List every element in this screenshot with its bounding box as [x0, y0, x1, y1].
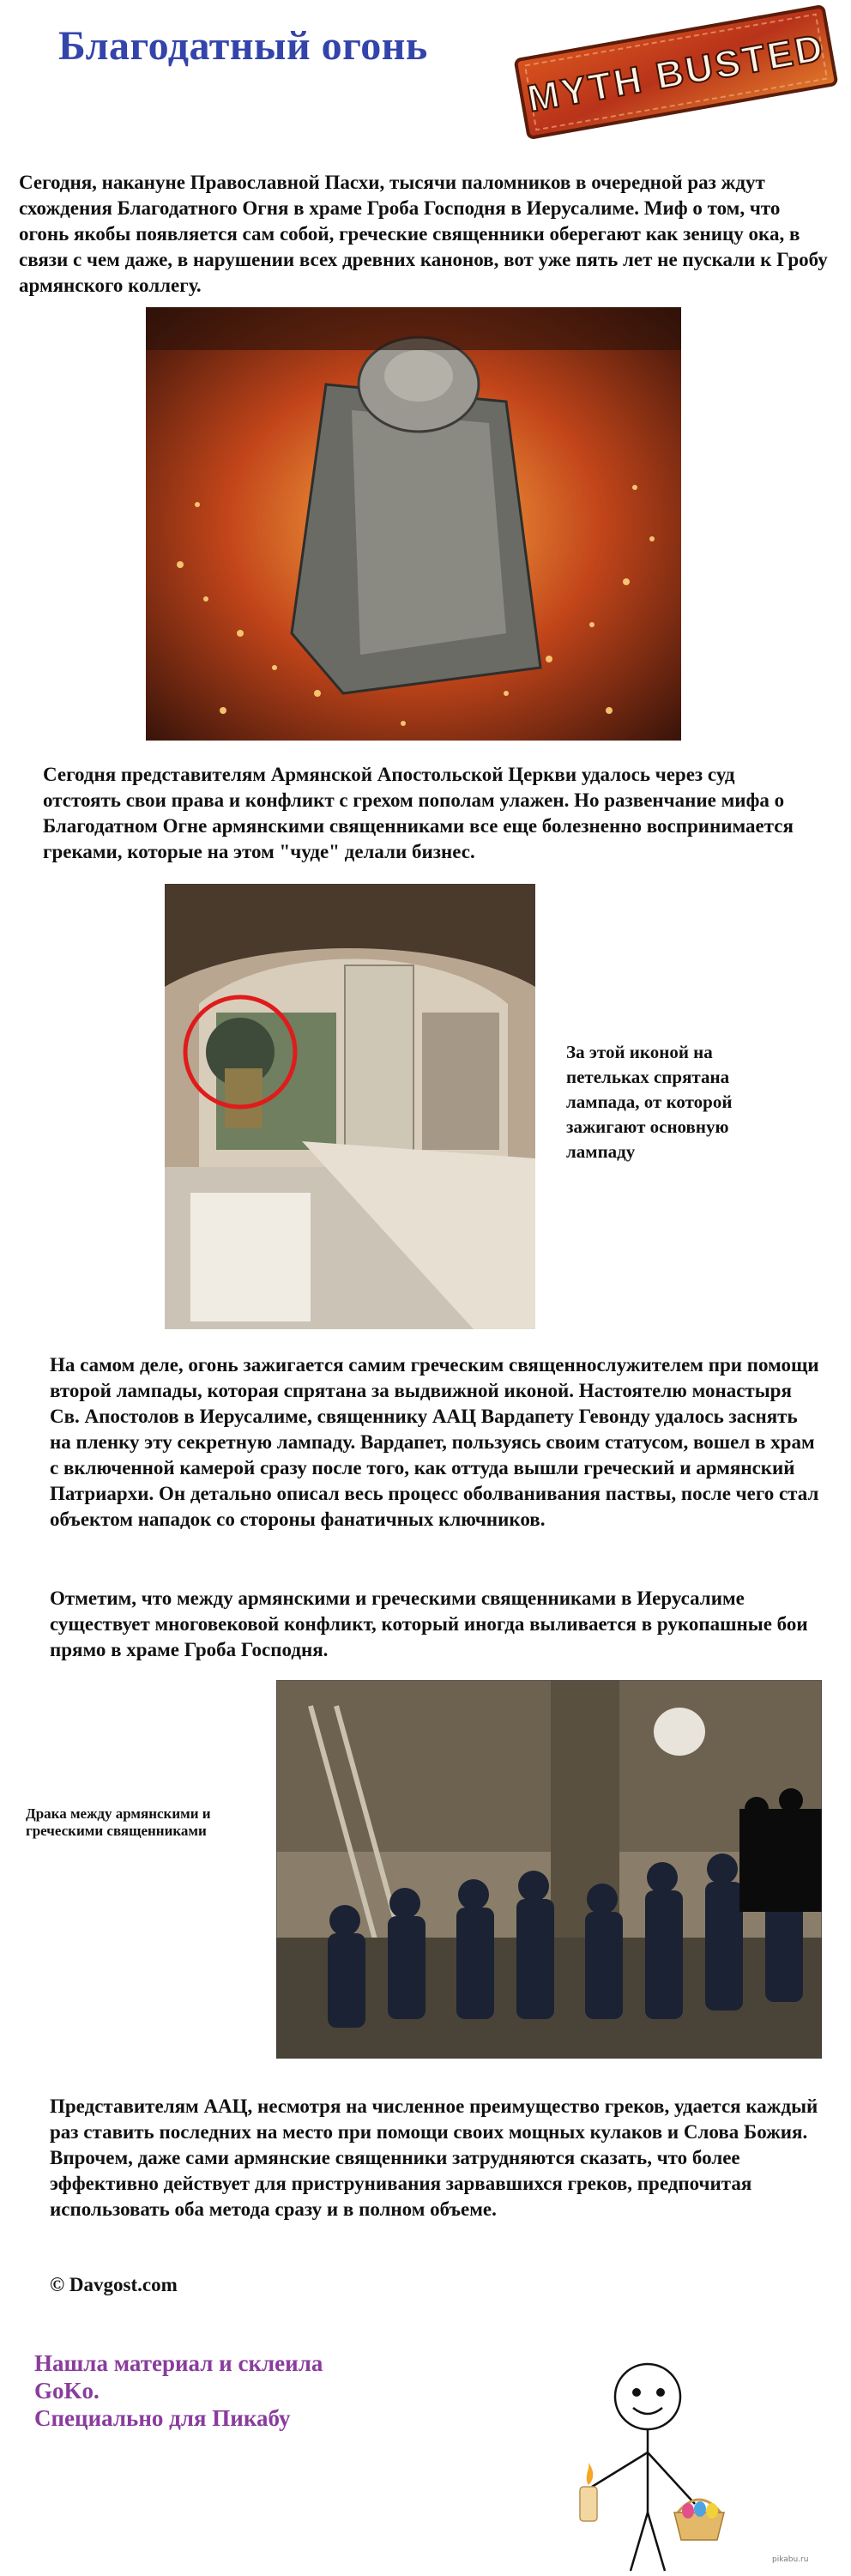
credit-line-1: Нашла материал и склеила — [34, 2350, 323, 2376]
icon-lamp-caption: За этой иконой на петельках спрятана лампада, от которой зажигают основную лампаду — [566, 1042, 733, 1162]
easter-basket-icon — [674, 2500, 724, 2540]
icon-lamp-photo — [165, 884, 535, 1329]
stick-figure-illustration — [558, 2358, 738, 2573]
copyright-text: © Davgost.com — [50, 2274, 178, 2295]
candle-icon — [580, 2487, 597, 2521]
second-paragraph: Сегодня представителям Армянской Апостольской Церкви удалось через суд отстоять свои права и конфликт с грехом пополам улажен. Но развенчание мифа о Благодатном Огне армянскими священниками все еще болезненно воспринимается греками, которые на этом "чуде" делали бизнес. — [43, 764, 794, 862]
credit-line-3: Специально для Пикабу — [34, 2405, 291, 2431]
myth-busted-stamp — [511, 0, 841, 143]
watermark: pikabu.ru — [772, 2555, 809, 2564]
page-title: Благодатный огонь — [58, 23, 428, 69]
credit-line-2: GoKo. — [34, 2378, 100, 2404]
fight-photo — [276, 1680, 822, 2059]
third-paragraph: На самом деле, огонь зажигается самим греческим священнослужителем при помощи второй лампады, которая спрятана за выдвижной иконой. Настоятелю монастыря Св. Апостолов в Иерусалиме, священнику ААЦ Вардапету Гевонду удалось заснять на пленку эту секретную лампаду. Вардапет, пользуясь своим статусом, вошел в храм с включенной камерой сразу после того, как оттуда вышли греческий и армянский Патриархи. Он детально описал весь процесс оболванивания паствы, после чего стал объектом нападок со стороны фанатичных ключников. — [50, 1354, 819, 1530]
fifth-paragraph: Представителям ААЦ, несмотря на численное преимущество греков, удается каждый раз ставить последних на место при помощи своих мощных кулаков и Слова Божия. Впрочем, даже сами армянские священники затрудняются сказать, что более эффективно действует для приструнивания зарвавшихся греков, предпочитая использовать оба метода сразу и в полном объеме. — [50, 2095, 818, 2220]
fourth-paragraph: Отметим, что между армянскими и греческими священниками в Иерусалиме существует многовековой конфликт, который иногда выливается в рукопашные бои прямо в храме Гроба Господня. — [50, 1587, 808, 1660]
intro-paragraph: Сегодня, накануне Православной Пасхи, тысячи паломников в очередной раз ждут схождения Благодатного Огня в храме Гроба Господня в Иерусалиме. Миф о том, что огонь якобы появляется сам собой, греческие священники оберегают как зеницу ока, в связи с чем даже, в нарушении всех древних канонов, вот уже пять лет не пускали к Гробу армянского коллегу. — [19, 172, 828, 296]
author-credits — [34, 2349, 463, 2432]
edicule-crowd-photo — [146, 307, 681, 741]
badge-text: MYTH BUSTED — [524, 26, 829, 121]
fight-caption: Драка между армянскими и греческими священниками — [26, 1805, 211, 1839]
myth-busted-badge — [511, 0, 841, 143]
stick-figure-icon — [558, 2358, 738, 2573]
